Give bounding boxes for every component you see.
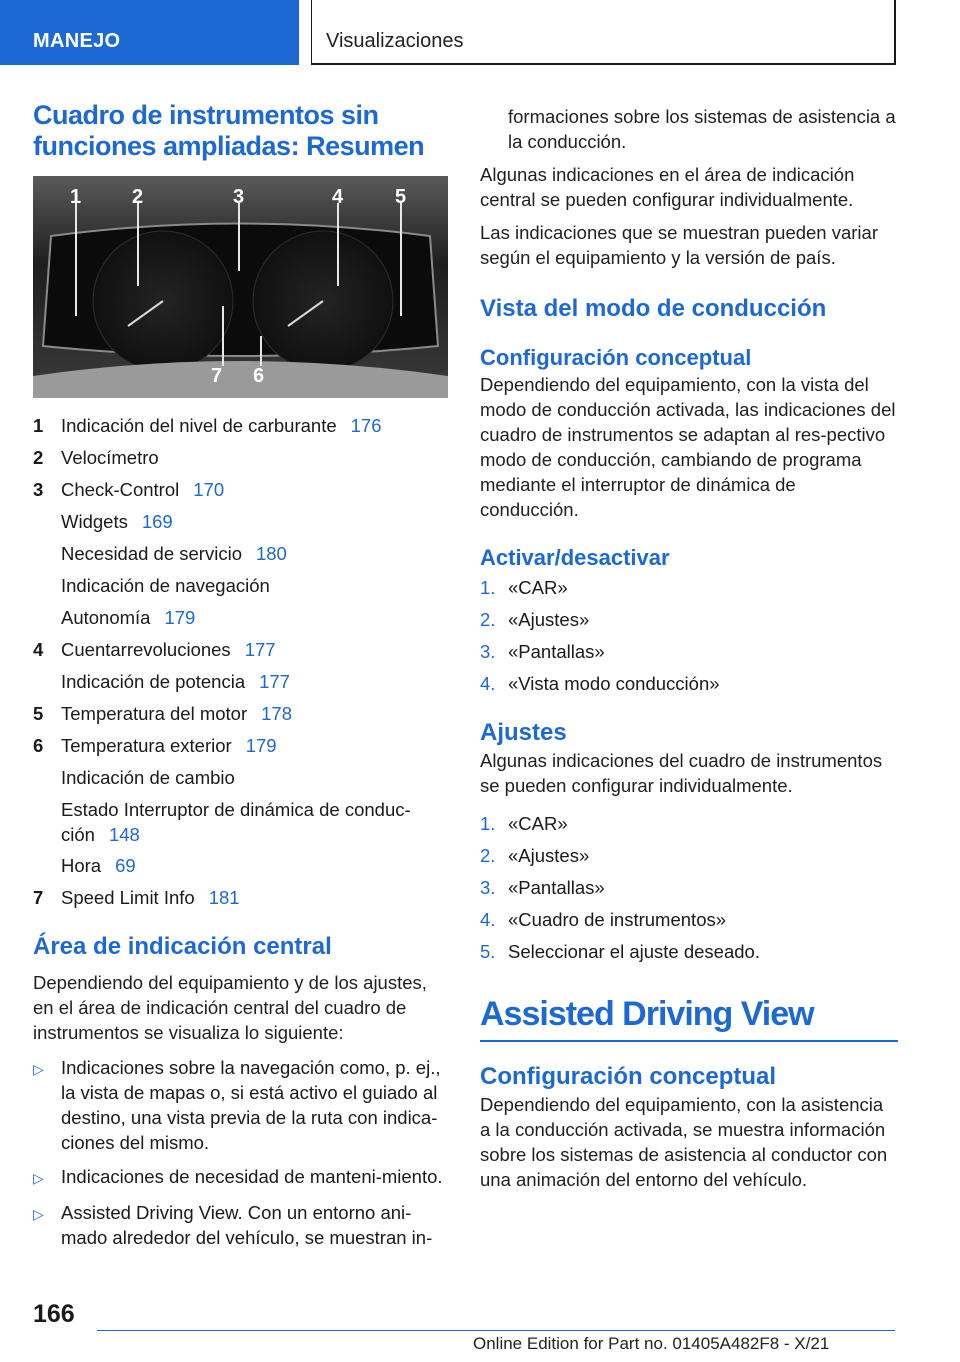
step-text: Seleccionar el ajuste deseado. [508, 941, 760, 962]
page-reference-link[interactable]: 177 [244, 639, 276, 660]
legend-label [61, 634, 451, 666]
triangle-bullet-icon: ▷ [33, 1206, 44, 1222]
page-reference-link[interactable]: 178 [261, 703, 292, 724]
triangle-bullet-icon: ▷ [33, 1061, 44, 1077]
page-reference-link[interactable]: 180 [255, 543, 287, 564]
step-text: «Cuadro de instrumentos» [508, 909, 727, 930]
bullet-continuation: formaciones sobre los sistemas de asistencia a la conducción. [508, 106, 896, 152]
page-reference-link[interactable]: 177 [259, 671, 290, 692]
page-reference-link[interactable]: 176 [350, 415, 382, 436]
step-number: 3. [480, 641, 496, 662]
section-label: MANEJO [33, 30, 121, 52]
step-text: «CAR» [508, 813, 568, 834]
legend-text: Velocímetro [61, 447, 159, 468]
settings-steps [480, 808, 898, 968]
page-reference-link[interactable]: 179 [164, 607, 196, 628]
legend-number [33, 602, 61, 634]
cluster-legend [33, 410, 451, 914]
activate-steps [480, 572, 898, 700]
legend-row [33, 410, 451, 442]
central-area-bullets [33, 1055, 451, 1250]
legend-text: Indicación de cambio [61, 767, 235, 788]
legend-label [61, 698, 451, 730]
page-reference-link[interactable]: 170 [193, 479, 225, 500]
legend-row [33, 762, 451, 794]
drive-mode-view-title: Vista del modo de conducción [480, 295, 827, 322]
legend-number: 3 [33, 479, 44, 500]
legend-row [33, 538, 451, 570]
chapter-label: Visualizaciones [326, 30, 464, 52]
legend-row [33, 882, 451, 914]
callout-1: 1 [70, 186, 82, 208]
configurable-text: Algunas indicaciones en el área de indicación central se pueden configurar individualmente. [480, 164, 855, 210]
legend-number [33, 538, 61, 570]
callout-2: 2 [132, 186, 144, 208]
step-item [480, 808, 898, 840]
legend-number: 4 [33, 639, 44, 660]
assisted-concept-text: Dependiendo del equipamiento, con la asistencia a la conducción activada, se muestra información sobre los sistemas de asistencia al conductor con una animación del entorno del vehículo. [480, 1094, 888, 1190]
legend-label [61, 602, 451, 634]
step-item [480, 936, 898, 968]
edition-footer: Online Edition for Part no. 01405A482F8 - X/21 [473, 1334, 830, 1353]
step-number: 4. [480, 909, 496, 930]
footer-rule [97, 1330, 895, 1331]
legend-row [33, 474, 451, 506]
legend-label [61, 850, 451, 882]
legend-label [61, 442, 451, 474]
legend-number: 5 [33, 703, 44, 724]
legend-row [33, 666, 451, 698]
legend-row [33, 506, 451, 538]
legend-label [61, 666, 451, 698]
legend-text: Indicación de potencia [61, 671, 246, 692]
legend-text: Autonomía [61, 607, 151, 628]
page-reference-link[interactable]: 148 [108, 824, 140, 845]
legend-text: Temperatura exterior [61, 735, 232, 756]
step-number: 1. [480, 577, 496, 598]
legend-text: Indicación de navegación [61, 575, 270, 596]
legend-label [61, 538, 451, 570]
step-item [480, 668, 898, 700]
page-reference-link[interactable]: 69 [115, 855, 136, 876]
legend-number [33, 762, 61, 794]
step-text: «Ajustes» [508, 845, 590, 866]
assisted-title-rule [480, 994, 898, 1042]
legend-text: Hora [61, 855, 102, 876]
triangle-bullet-icon: ▷ [33, 1170, 44, 1186]
bullet-text: Indicaciones de necesidad de manteni-miento. [61, 1166, 443, 1187]
legend-row [33, 634, 451, 666]
step-item [480, 904, 898, 936]
settings-title: Ajustes [480, 719, 567, 746]
activate-title: Activar/desactivar [480, 545, 670, 570]
legend-number [33, 570, 61, 602]
legend-label [61, 570, 451, 602]
legend-text: Cuentarrevoluciones [61, 639, 231, 660]
page-reference-link[interactable]: 169 [141, 511, 173, 532]
central-area-title: Área de indicación central [33, 933, 332, 960]
legend-text: Widgets [61, 511, 128, 532]
legend-number: 7 [33, 887, 44, 908]
step-text: «Ajustes» [508, 609, 590, 630]
page-number: 166 [33, 1300, 75, 1328]
step-text: «Pantallas» [508, 641, 605, 662]
legend-label [61, 410, 451, 442]
legend-row [33, 850, 451, 882]
central-area-text: Dependiendo del equipamiento y de los ajustes, en el área de indicación central del cuadro de instrumentos se visualiza lo siguiente: [33, 972, 427, 1043]
legend-number: 1 [33, 415, 44, 436]
legend-text: Estado Interruptor de dinámica de conduc-ción [61, 799, 411, 845]
variation-text: Las indicaciones que se muestran pueden variar según el equipamiento y la versión de país. [480, 222, 878, 268]
legend-row [33, 442, 451, 474]
legend-label [61, 762, 451, 794]
bullet-item [33, 1055, 451, 1155]
callout-3: 3 [233, 186, 245, 208]
section-tab [0, 0, 299, 65]
assisted-concept-title: Configuración conceptual [480, 1063, 777, 1090]
legend-number [33, 506, 61, 538]
legend-number [33, 794, 61, 850]
page-reference-link[interactable]: 179 [245, 735, 277, 756]
cluster-illustration [33, 176, 448, 398]
legend-label [61, 474, 451, 506]
instrument-cluster-image [33, 176, 448, 398]
step-number: 5. [480, 941, 496, 962]
legend-text: Check-Control [61, 479, 180, 500]
step-number: 2. [480, 609, 496, 630]
legend-label [61, 882, 451, 914]
callout-5: 5 [395, 186, 407, 208]
step-item [480, 872, 898, 904]
legend-label [61, 506, 451, 538]
callout-4: 4 [332, 186, 344, 208]
legend-number [33, 666, 61, 698]
legend-text: Indicación del nivel de carburante [61, 415, 337, 436]
step-item [480, 604, 898, 636]
legend-text: Necesidad de servicio [61, 543, 242, 564]
cluster-overview-title: Cuadro de instrumentos sin funciones ampliadas: Resumen [33, 100, 425, 161]
concept-title: Configuración conceptual [480, 345, 752, 370]
legend-row [33, 570, 451, 602]
concept-text: Dependiendo del equipamiento, con la vista del modo de conducción activada, las indicaciones del cuadro de instrumentos se adaptan al res-pectivo modo de conducción, cambiando de programa mediante el interruptor de dinámica de conducción. [480, 374, 896, 520]
legend-text: Temperatura del motor [61, 703, 248, 724]
legend-row [33, 730, 451, 762]
step-item [480, 840, 898, 872]
legend-row [33, 698, 451, 730]
step-text: «Vista modo conducción» [508, 673, 720, 694]
bullet-item [33, 1200, 451, 1250]
callout-7: 7 [211, 365, 223, 387]
step-text: «CAR» [508, 577, 568, 598]
callout-6: 6 [253, 365, 265, 387]
bullet-text: Indicaciones sobre la navegación como, p. ej., la vista de mapas o, si está activo el guiado al destino, una vista previa de la ruta con indica-ciones del mismo. [61, 1057, 441, 1153]
legend-number: 6 [33, 735, 44, 756]
step-number: 3. [480, 877, 496, 898]
legend-number [33, 850, 61, 882]
chapter-tab [311, 0, 896, 65]
legend-row [33, 602, 451, 634]
step-number: 1. [480, 813, 496, 834]
step-item [480, 636, 898, 668]
step-number: 2. [480, 845, 496, 866]
assisted-driving-title: Assisted Driving View [480, 995, 814, 1033]
bullet-item [33, 1164, 451, 1191]
step-text: «Pantallas» [508, 877, 605, 898]
step-item [480, 572, 898, 604]
legend-label [61, 794, 451, 850]
bullet-text: Assisted Driving View. Con un entorno ani-mado alrededor del vehículo, se muestran in- [61, 1202, 433, 1248]
legend-row [33, 794, 451, 850]
step-number: 4. [480, 673, 496, 694]
left-column [33, 100, 451, 1259]
settings-text: Algunas indicaciones del cuadro de instrumentos se pueden configurar individualmente. [480, 750, 883, 796]
right-column [480, 104, 898, 1192]
legend-text: Speed Limit Info [61, 887, 195, 908]
legend-number: 2 [33, 447, 44, 468]
legend-label [61, 730, 451, 762]
page-reference-link[interactable]: 181 [208, 887, 240, 908]
